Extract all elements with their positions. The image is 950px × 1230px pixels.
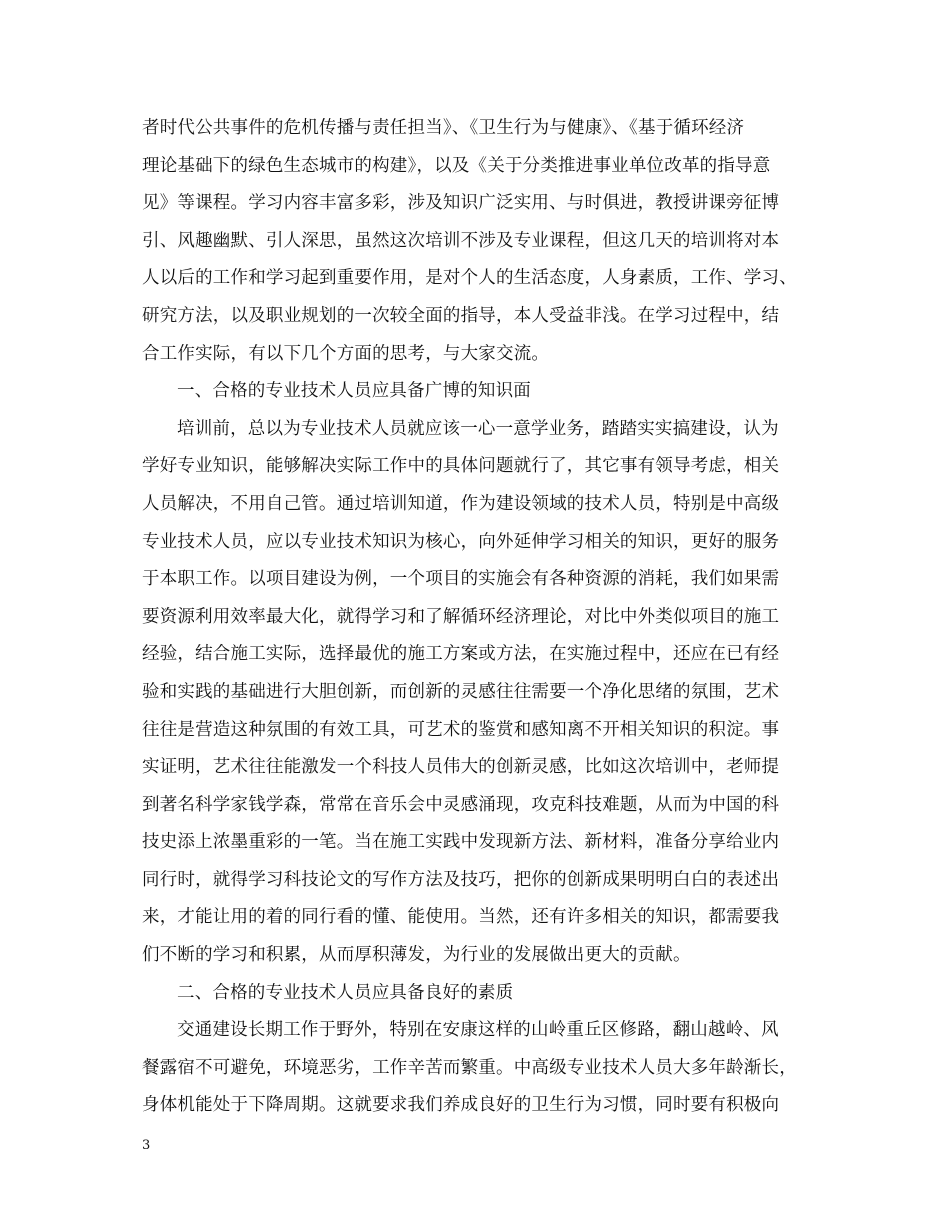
text-line: 要资源利用效率最大化，就得学习和了解循环经济理论，对比中外类似项目的施工	[142, 606, 780, 627]
text-line: 人员解决，不用自己管。通过培训知道，作为建设领域的技术人员，特别是中高级	[142, 493, 780, 514]
text-line: 餐露宿不可避免，环境恶劣，工作辛苦而繁重。中高级专业技术人员大多年龄渐长，	[142, 1057, 797, 1078]
text-line: 培训前，总以为专业技术人员就应该一心一意学业务，踏踏实实搞建设，认为	[177, 418, 779, 439]
text-line: 实证明，艺术往往能激发一个科技人员伟大的创新灵感，比如这次培训中，老师提	[142, 757, 780, 778]
text-line: 到著名科学家钱学森，常常在音乐会中灵感涌现，攻克科技难题，从而为中国的科	[142, 794, 780, 815]
section-heading: 二、合格的专业技术人员应具备良好的素质	[177, 982, 514, 1003]
text-line: 同行时，就得学习科技论文的写作方法及技巧，把你的创新成果明明白白的表述出	[142, 869, 780, 890]
text-line: 合工作实际，有以下几个方面的思考，与大家交流。	[142, 343, 550, 364]
text-line: 者时代公共事件的危机传播与责任担当》、《卫生行为与健康》、《基于循环经济	[142, 118, 745, 138]
text-line: 引、风趣幽默、引人深思，虽然这次培训不涉及专业课程，但这几天的培训将对本	[142, 230, 780, 251]
text-line: 们不断的学习和积累，从而厚积薄发，为行业的发展做出更大的贡献。	[142, 945, 691, 966]
text-line: 研究方法，以及职业规划的一次较全面的指导，本人受益非浅。在学习过程中，结	[142, 305, 780, 326]
text-line: 交通建设长期工作于野外，特别在安康这样的山岭重丘区修路，翻山越岭、风	[177, 1020, 779, 1041]
text-line: 人以后的工作和学习起到重要作用，是对个人的生活态度，人身素质，工作、学习、	[142, 268, 797, 289]
body-text	[142, 110, 812, 1125]
text-line: 于本职工作。以项目建设为例，一个项目的实施会有各种资源的消耗，我们如果需	[142, 569, 780, 590]
text-line: 验和实践的基础进行大胆创新，而创新的灵感往往需要一个净化思绪的氛围，艺术	[142, 681, 780, 702]
text-line: 专业技术人员，应以专业技术知识为核心，向外延伸学习相关的知识，更好的服务	[142, 531, 780, 552]
text-line: 见》等课程。学习内容丰富多彩，涉及知识广泛实用、与时俱进，教授讲课旁征博	[142, 193, 780, 214]
page-number: 3	[142, 1138, 151, 1153]
text-line: 理论基础下的绿色生态城市的构建》，以及《关于分类推进事业单位改革的指导意	[142, 155, 771, 176]
text-line: 学好专业知识，能够解决实际工作中的具体问题就行了，其它事有领导考虑，相关	[142, 456, 780, 477]
text-line: 经验，结合施工实际，选择最优的施工方案或方法，在实施过程中，还应在已有经	[142, 644, 780, 665]
text-line: 往往是营造这种氛围的有效工具，可艺术的鉴赏和感知离不开相关知识的积淀。事	[142, 719, 780, 740]
section-heading: 一、合格的专业技术人员应具备广博的知识面	[177, 381, 531, 402]
text-line: 来，才能让用的着的同行看的懂、能使用。当然，还有许多相关的知识，都需要我	[142, 907, 780, 928]
text-line: 技史添上浓墨重彩的一笔。当在施工实践中发现新方法、新材料，准备分享给业内	[142, 832, 780, 853]
text-line: 身体机能处于下降周期。这就要求我们养成良好的卫生行为习惯，同时要有积极向	[142, 1095, 780, 1116]
